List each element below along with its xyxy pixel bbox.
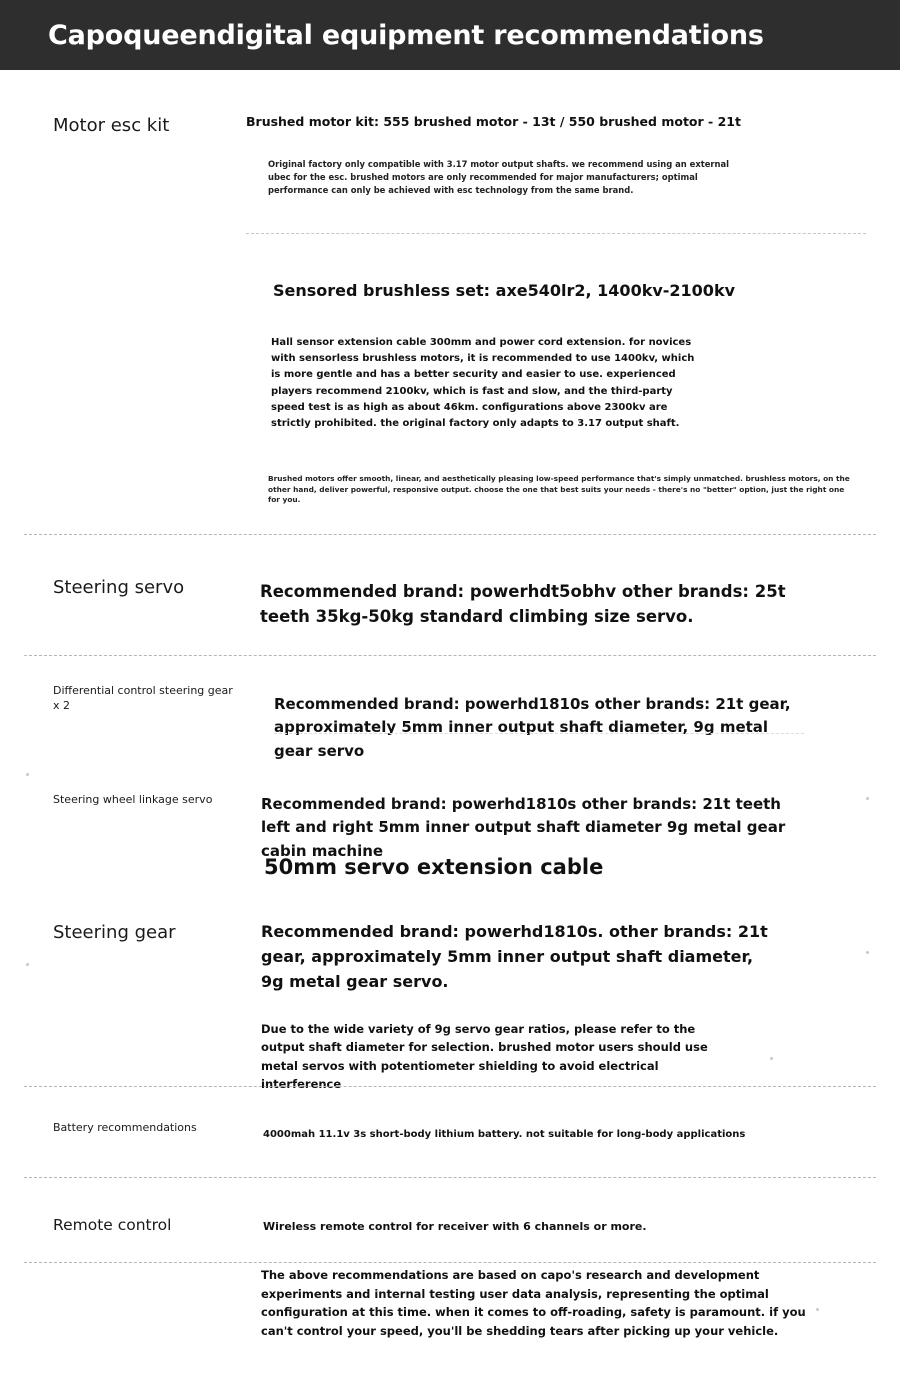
page-title: Capoqueendigital equipment recommendations [48, 19, 764, 51]
motor-kit-note: Original factory only compatible with 3.17 motor output shafts. we recommend using an external ubec for the esc. brushed motors are only recommended for major manufacturers; optimal performance can only be achieved with esc technology from the same brand. [268, 159, 730, 196]
motor-kit-heading: Brushed motor kit: 555 brushed motor - 13t / 550 brushed motor - 21t [246, 114, 741, 129]
section-label-remote-control: Remote control [53, 1216, 172, 1234]
section-label-differential-steering-gear: Differential control steering gear x 2 [53, 684, 233, 712]
section-label-steering-servo: Steering servo [53, 577, 185, 598]
differential-steering-gear-heading: Recommended brand: powerhd1810s other brands: 21t gear, approximately 5mm inner output shaft diameter, 9g metal gear servo [274, 695, 791, 760]
edge-dot-right-4 [816, 1308, 819, 1311]
divider-motor-kit [246, 233, 866, 234]
edge-dot-left-2 [26, 963, 29, 966]
remote-control-text: Wireless remote control for receiver with 6 channels or more. [263, 1220, 647, 1233]
steering-gear-heading: Recommended brand: powerhd1810s. other brands: 21t gear, approximately 5mm inner output shaft diameter, 9g metal gear servo. [261, 922, 768, 991]
divider-section-6 [24, 1177, 876, 1178]
edge-dot-right-1 [866, 797, 869, 800]
section-label-motor-esc-kit: Motor esc kit [53, 115, 170, 136]
steering-servo-heading: Recommended brand: powerhdt5obhv other brands: 25t teeth 35kg-50kg standard climbing size servo. [260, 582, 786, 626]
edge-dot-left-1 [26, 773, 29, 776]
section-label-battery-recommendations: Battery recommendations [53, 1121, 197, 1134]
divider-section-1 [24, 534, 876, 535]
edge-dot-right-2 [866, 951, 869, 954]
steering-gear-note: Due to the wide variety of 9g servo gear ratios, please refer to the output shaft diameter for selection. brushed motor users should use metal servos with potentiometer shielding to avoid electrical interference [261, 1022, 708, 1092]
divider-section-2 [24, 655, 876, 656]
divider-section-5 [24, 1086, 876, 1087]
steering-wheel-linkage-heading: Recommended brand: powerhd1810s other brands: 21t teeth left and right 5mm inner output shaft diameter 9g metal gear cabin machine [261, 795, 786, 860]
brushless-set-note: Hall sensor extension cable 300mm and power cord extension. for novices with sensorless brushless motors, it is recommended to use 1400kv, which is more gentle and has a better security and easier to use. experienced players recommend 2100kv, which is fast and slow, and the third-party speed test is as high as about 46km. configurations above 2300kv are strictly prohibited. the original factory only adapts to 3.17 output shaft. [271, 337, 695, 429]
servo-extension-cable-subheading: 50mm servo extension cable [264, 855, 604, 879]
section-label-steering-wheel-linkage-servo: Steering wheel linkage servo [53, 793, 213, 806]
page-header [0, 0, 900, 70]
divider-section-7 [24, 1262, 876, 1263]
divider-differential [274, 733, 804, 734]
motor-comparison-fineprint: Brushed motors offer smooth, linear, and aesthetically pleasing low-speed performance that's simply unmatched. brushless motors, on the other hand, deliver powerful, responsive output. choose the one that best suits your needs - there's no "better" option, just the right one for you. [268, 474, 850, 505]
edge-dot-right-3 [770, 1057, 773, 1060]
battery-recommendation-text: 4000mah 11.1v 3s short-body lithium battery. not suitable for long-body applications [263, 1129, 746, 1140]
footer-note: The above recommendations are based on capo's research and development experiments and internal testing user data analysis, representing the optimal configuration at this time. when it comes to off-roading, safety is paramount. if you can't control your speed, you'll be shedding tears after picking up your vehicle. [261, 1268, 806, 1338]
edge-tick-left-1 [24, 655, 27, 656]
section-label-steering-gear: Steering gear [53, 922, 176, 943]
brushless-set-heading: Sensored brushless set: axe540lr2, 1400kv-2100kv [273, 281, 736, 300]
